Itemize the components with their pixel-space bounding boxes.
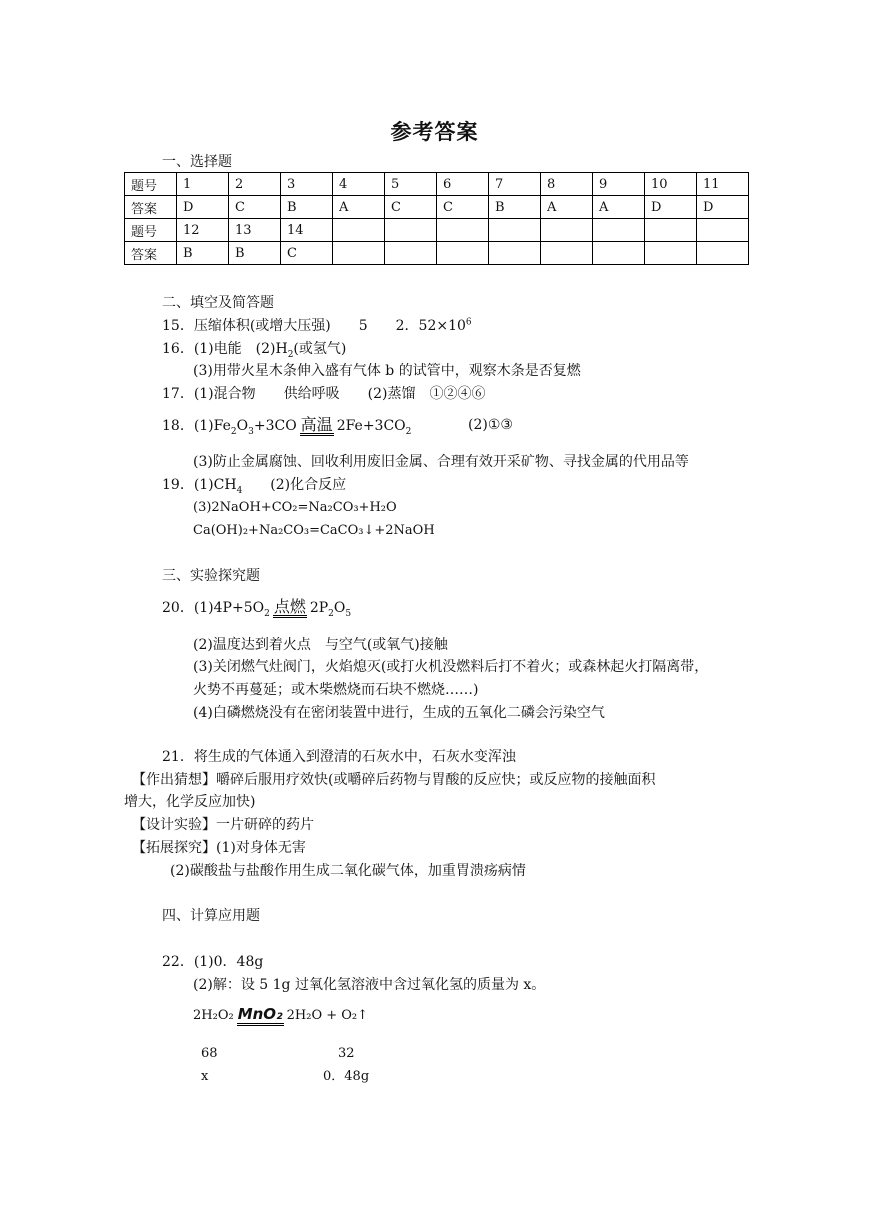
table-cell: 8 xyxy=(541,173,593,196)
table-cell: 12 xyxy=(177,219,229,242)
q16-a-sub: 2 xyxy=(287,349,294,360)
q18-plus: +3CO xyxy=(253,418,297,434)
table-row xyxy=(125,173,749,196)
table-cell xyxy=(385,242,437,265)
q20-psub1: 2 xyxy=(328,608,334,619)
q21-line5: 【拓展探究】(1)对身体无害 xyxy=(132,840,306,856)
table-cell xyxy=(593,242,645,265)
q21-line6: (2)碳酸盐与盐酸作用生成二氧化碳气体，加重胃溃疡病情 xyxy=(170,863,526,879)
table-cell: B xyxy=(177,242,229,265)
table-cell xyxy=(593,219,645,242)
table-cell xyxy=(489,242,541,265)
table-row xyxy=(125,196,749,219)
table-row-header: 答案 xyxy=(125,242,177,265)
q19-line1 xyxy=(162,476,346,494)
q15-sup: 6 xyxy=(465,317,472,328)
table-cell: B xyxy=(281,196,333,219)
table-row-header: 题号 xyxy=(125,219,177,242)
table-cell: 9 xyxy=(593,173,645,196)
table-cell xyxy=(437,219,489,242)
table-row-header: 题号 xyxy=(125,173,177,196)
table-row xyxy=(125,242,749,265)
q21-line4: 【设计实验】一片研碎的药片 xyxy=(132,817,314,833)
table-cell: B xyxy=(229,242,281,265)
table-cell: A xyxy=(593,196,645,219)
table-row-header: 答案 xyxy=(125,196,177,219)
q19-a-sub: 4 xyxy=(236,485,243,496)
q18-product: 2Fe+3CO xyxy=(336,418,406,434)
q22-eq-pre: 2H₂O₂ xyxy=(193,1008,234,1023)
table-cell: B xyxy=(489,196,541,219)
q18-line1 xyxy=(162,416,411,436)
q18-o: O xyxy=(236,418,249,434)
table-cell: A xyxy=(333,196,385,219)
q16-a-post: (或氢气) xyxy=(293,341,347,357)
q18-num: 18．(1)Fe xyxy=(162,418,231,434)
table-cell: C xyxy=(281,242,333,265)
table-cell: C xyxy=(385,196,437,219)
table-cell xyxy=(333,242,385,265)
table-cell xyxy=(541,219,593,242)
q19-a-pre: 19．(1)CH xyxy=(162,477,237,493)
table-cell xyxy=(385,219,437,242)
table-cell: C xyxy=(229,196,281,219)
q18-sub2: 3 xyxy=(248,426,254,437)
section-fill: 二、填空及简答题 xyxy=(162,295,274,311)
table-cell: D xyxy=(177,196,229,219)
q20-line1 xyxy=(162,598,351,618)
q16-a-pre: 16．(1)电能 (2)H xyxy=(162,341,288,357)
q18-sub3: 2 xyxy=(405,426,412,437)
q16-line1 xyxy=(162,340,346,358)
table-cell: 2 xyxy=(229,173,281,196)
table-cell xyxy=(437,242,489,265)
q20-a-pre: 20．(1)4P+5O xyxy=(162,600,265,616)
table-cell xyxy=(489,219,541,242)
q22-line2: (2)解：设 5 1g 过氧化氢溶液中含过氧化氢的质量为 x。 xyxy=(193,977,546,993)
q22-ratio2-b: 0．48g xyxy=(323,1069,370,1084)
table-cell: 13 xyxy=(229,219,281,242)
section-calc: 四、计算应用题 xyxy=(162,908,260,924)
table-cell: 14 xyxy=(281,219,333,242)
table-cell: D xyxy=(645,196,697,219)
q21-line2: 【作出猜想】嚼碎后服用疗效快(或嚼碎后药物与胃酸的反应快；或反应物的接触面积 xyxy=(132,772,656,788)
section-experiment: 三、实验探究题 xyxy=(162,568,260,584)
table-cell xyxy=(645,242,697,265)
q22-line1: 22．(1)0．48g xyxy=(162,954,264,970)
q20-product2: O xyxy=(333,600,346,616)
table-cell: 11 xyxy=(697,173,749,196)
table-cell: C xyxy=(437,196,489,219)
q18-line2: (3)防止金属腐蚀、回收利用废旧金属、合理有效开采矿物、寻找金属的代用品等 xyxy=(193,454,689,470)
q20-line4: 火势不再蔓延；或木柴燃烧而石块不燃烧……) xyxy=(193,682,479,698)
table-cell: 10 xyxy=(645,173,697,196)
q17: 17．(1)混合物 供给呼吸 (2)蒸馏 ①②④⑥ xyxy=(162,386,486,402)
q21-line1: 21．将生成的气体通入到澄清的石灰水中，石灰水变浑浊 xyxy=(162,749,516,765)
table-cell: D xyxy=(697,196,749,219)
table-cell xyxy=(333,219,385,242)
q22-ratio1-a: 68 xyxy=(201,1046,218,1061)
section-choice: 一、选择题 xyxy=(162,154,232,170)
table-cell xyxy=(541,242,593,265)
q19-a-post: (2)化合反应 xyxy=(242,477,347,493)
table-cell: A xyxy=(541,196,593,219)
q16-line2: (3)用带火星木条伸入盛有气体 b 的试管中，观察木条是否复燃 xyxy=(193,363,581,379)
q20-product: 2P xyxy=(309,600,329,616)
q15-text: 15．压缩体积(或增大压强) 5 2．52×10 xyxy=(162,318,466,334)
q22-ratio2-a: x xyxy=(201,1069,209,1084)
table-cell xyxy=(697,242,749,265)
table-cell xyxy=(697,219,749,242)
table-cell: 5 xyxy=(385,173,437,196)
table-cell: 6 xyxy=(437,173,489,196)
q15 xyxy=(162,317,472,335)
q22-condition: MnO₂ xyxy=(237,1006,284,1026)
q22-equation xyxy=(193,1006,368,1026)
q20-line3: (3)关闭燃气灶阀门，火焰熄灭(或打火机没燃料后打不着火；或森林起火打隔离带， xyxy=(193,659,709,675)
page-title: 参考答案 xyxy=(390,119,479,144)
table-cell xyxy=(645,219,697,242)
q19-line3: Ca(OH)₂+Na₂CO₃=CaCO₃↓+2NaOH xyxy=(193,523,435,538)
q20-a-sub: 2 xyxy=(264,608,270,619)
table-cell: 3 xyxy=(281,173,333,196)
q19-line2: (3)2NaOH+CO₂=Na₂CO₃+H₂O xyxy=(193,500,397,515)
answer-table xyxy=(124,172,749,265)
q18-part2: (2)①③ xyxy=(468,417,513,433)
table-row xyxy=(125,219,749,242)
q22-ratio1-b: 32 xyxy=(338,1046,355,1061)
q20-line2: (2)温度达到着火点 与空气(或氧气)接触 xyxy=(193,637,448,653)
q20-psub2: 5 xyxy=(345,608,352,619)
q20-line5: (4)白磷燃烧没有在密闭装置中进行，生成的五氧化二磷会污染空气 xyxy=(193,705,605,721)
table-cell: 1 xyxy=(177,173,229,196)
q20-condition: 点燃 xyxy=(273,597,306,616)
q18-sub1: 2 xyxy=(230,426,237,437)
table-cell: 4 xyxy=(333,173,385,196)
q18-condition: 高温 xyxy=(300,415,333,434)
q22-eq-post: 2H₂O + O₂↑ xyxy=(286,1008,369,1023)
table-cell: 7 xyxy=(489,173,541,196)
q21-line3: 增大，化学反应加快) xyxy=(124,794,256,810)
